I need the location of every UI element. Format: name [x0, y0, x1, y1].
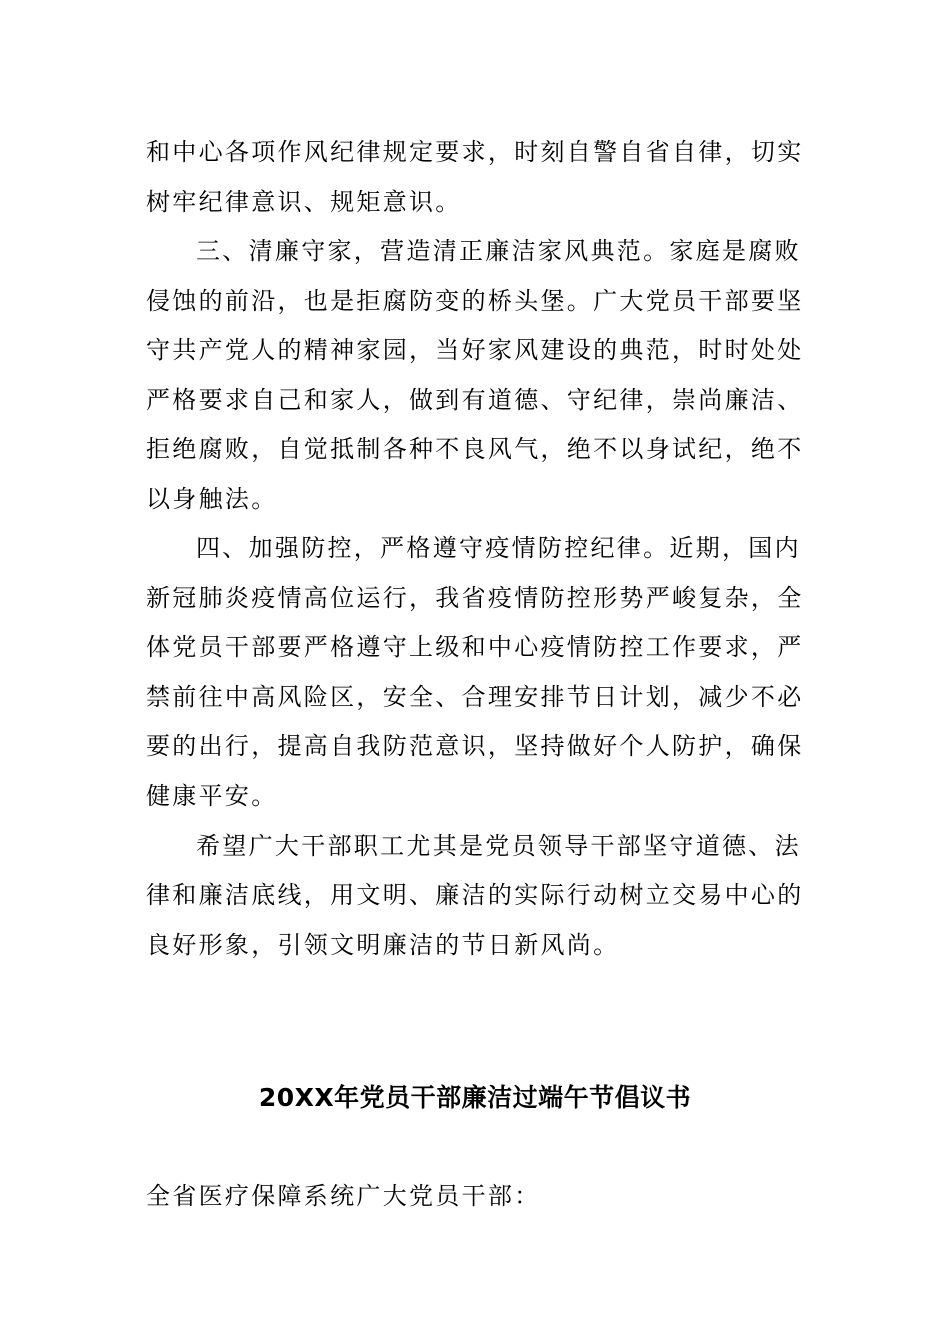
- paragraph-line: 守共产党人的精神家园，当好家风建设的典范，时时处处: [146, 336, 804, 364]
- paragraph-line: 侵蚀的前沿，也是拒腐防变的桥头堡。广大党员干部要坚: [146, 287, 804, 315]
- paragraph-line: 禁前往中高风险区，安全、合理安排节日计划，减少不必: [146, 683, 804, 711]
- paragraph-line: 希望广大干部职工尤其是党员领导干部坚守道德、法: [196, 832, 801, 860]
- paragraph-line: 树牢纪律意识、规矩意识。: [146, 188, 462, 216]
- paragraph-line: 三、清廉守家，营造清正廉洁家风典范。家庭是腐败: [196, 237, 801, 265]
- paragraph-line: 新冠肺炎疫情高位运行，我省疫情防控形势严峻复杂，全: [146, 584, 804, 612]
- paragraph-line: 良好形象，引领文明廉洁的节日新风尚。: [146, 931, 620, 959]
- paragraph-line: 律和廉洁底线，用文明、廉洁的实际行动树立交易中心的: [146, 881, 804, 909]
- salutation: 全省医疗保障系统广大党员干部：: [146, 1182, 541, 1210]
- paragraph-line: 健康平安。: [146, 782, 278, 810]
- document-title: 20XX年党员干部廉洁过端午节倡议书: [258, 1083, 692, 1112]
- paragraph-line: 体党员干部要严格遵守上级和中心疫情防控工作要求，严: [146, 633, 804, 661]
- paragraph-line: 严格要求自己和家人，做到有道德、守纪律，崇尚廉洁、: [146, 386, 804, 414]
- paragraph-line: 要的出行，提高自我防范意识，坚持做好个人防护，确保: [146, 732, 804, 760]
- paragraph-line: 四、加强防控，严格遵守疫情防控纪律。近期，国内: [196, 534, 801, 562]
- paragraph-line: 拒绝腐败，自觉抵制各种不良风气，绝不以身试纪，绝不: [146, 435, 804, 463]
- paragraph-line: 以身触法。: [146, 485, 278, 513]
- paragraph-line: 和中心各项作风纪律规定要求，时刻自警自省自律，切实: [146, 138, 804, 166]
